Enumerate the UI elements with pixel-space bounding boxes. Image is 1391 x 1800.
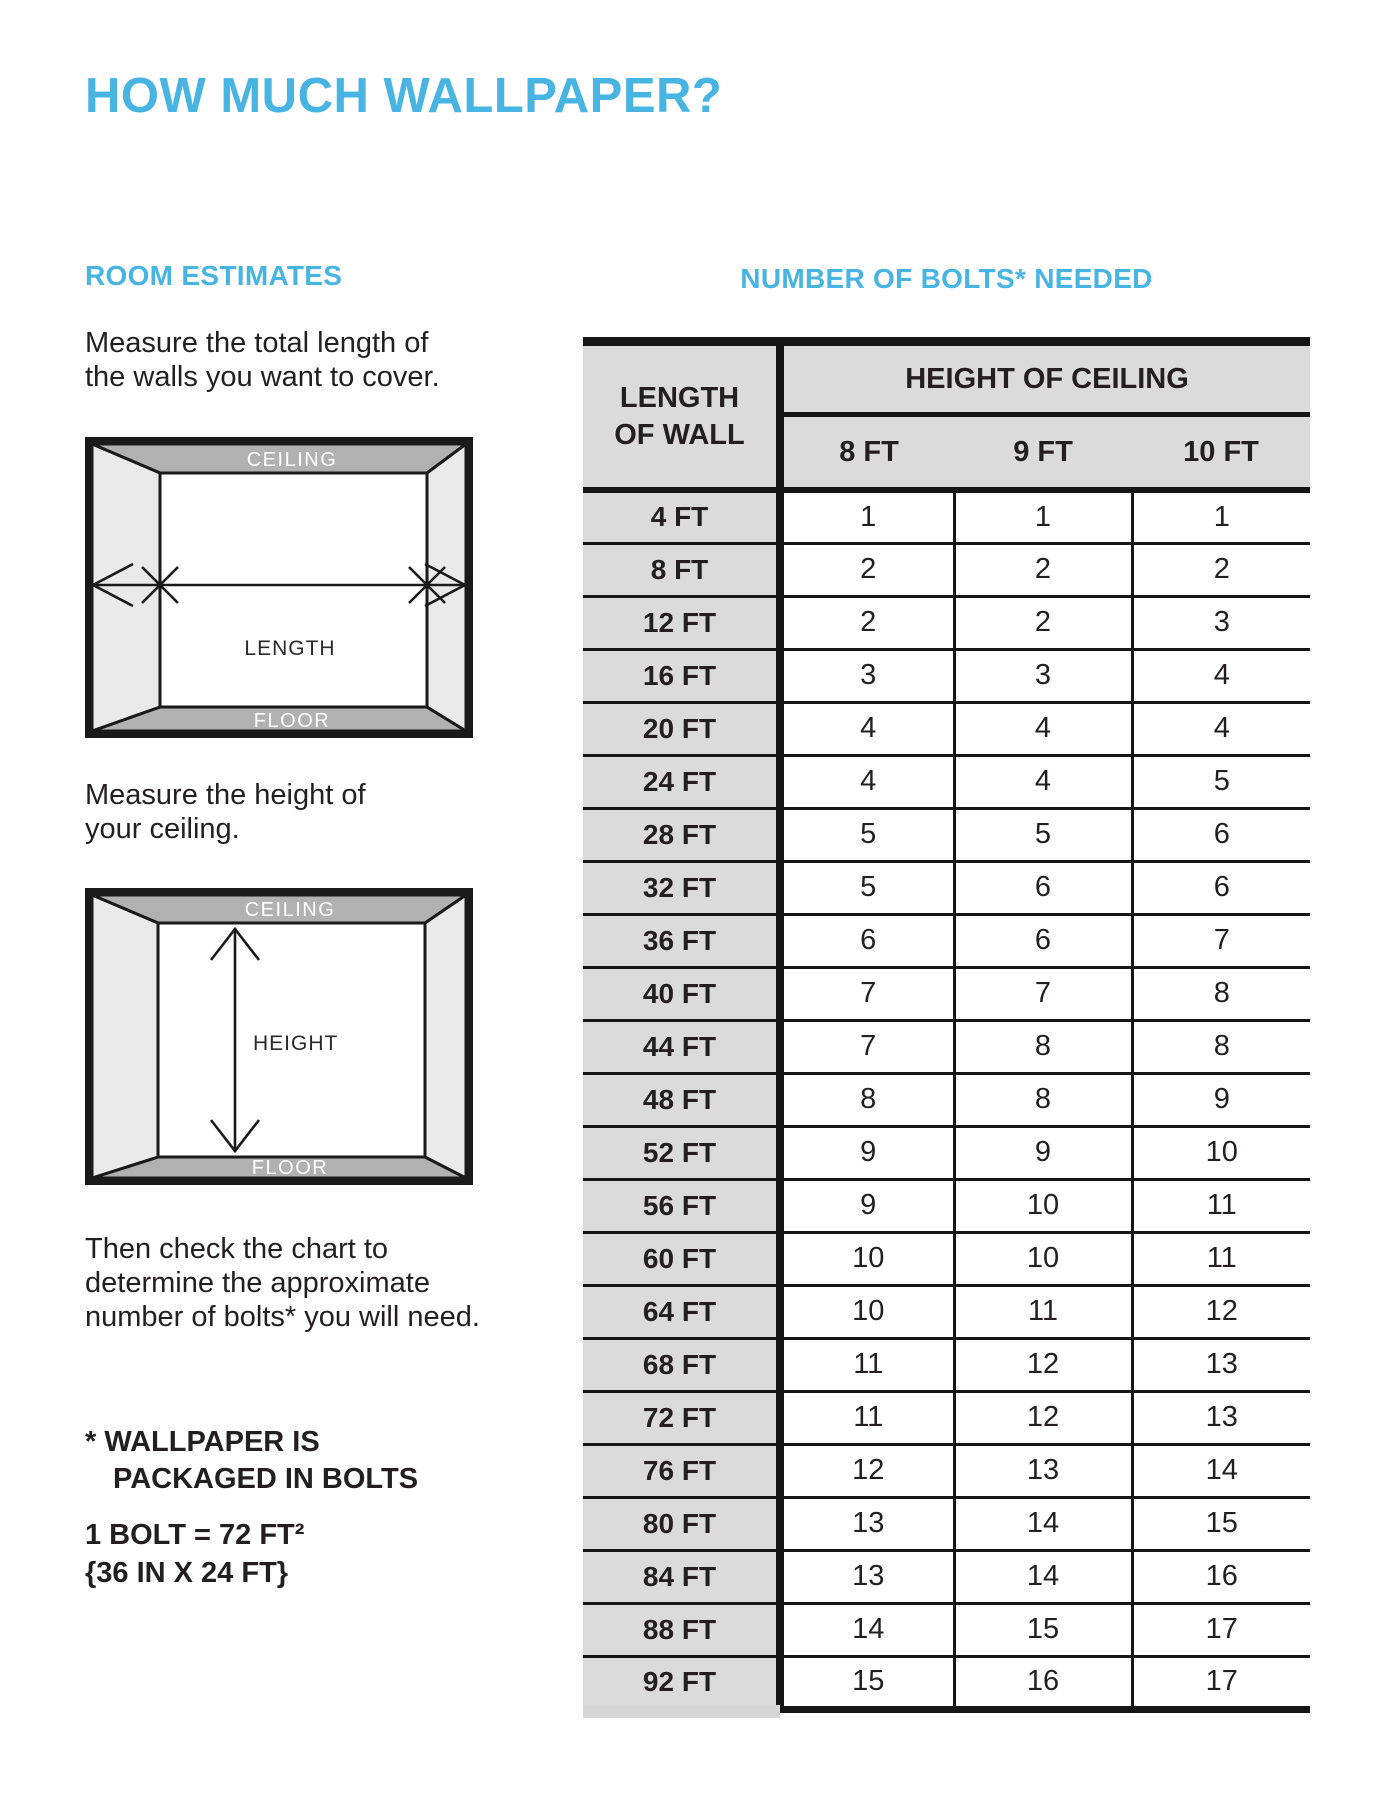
bolt-count-cell: 14: [954, 1550, 1132, 1603]
length-label: LENGTH: [244, 637, 336, 660]
back-wall: [160, 473, 427, 707]
bolt-count-cell: 13: [1132, 1391, 1310, 1444]
room-height-diagram-drawing: [85, 888, 473, 1185]
header-line: OF WALL: [614, 418, 745, 451]
bolt-count-cell: 12: [954, 1391, 1132, 1444]
bolt-count-cell: 16: [1132, 1550, 1310, 1603]
bolt-count-cell: 17: [1132, 1656, 1310, 1709]
footnote-line: * WALLPAPER IS: [85, 1426, 320, 1458]
bolt-count-cell: 2: [1132, 543, 1310, 596]
bolt-count-cell: 9: [780, 1179, 954, 1232]
bolt-count-cell: 13: [780, 1497, 954, 1550]
bolt-count-cell: 4: [780, 702, 954, 755]
table-row: [583, 490, 1310, 543]
paragraph-line: determine the approximate: [85, 1267, 430, 1299]
bolt-count-cell: 1: [954, 490, 1132, 543]
bolt-table-container: [583, 337, 1310, 1713]
bolt-count-cell: 4: [1132, 702, 1310, 755]
paragraph-line: your ceiling.: [85, 813, 240, 845]
bolt-count-cell: 5: [780, 861, 954, 914]
bolt-count-cell: 6: [1132, 808, 1310, 861]
wall-length-cell: 52 FT: [583, 1126, 780, 1179]
wall-length-cell: 84 FT: [583, 1550, 780, 1603]
height-label: HEIGHT: [253, 1032, 339, 1055]
bolt-count-cell: 15: [1132, 1497, 1310, 1550]
bolt-count-cell: 14: [954, 1497, 1132, 1550]
bolt-count-cell: 7: [954, 967, 1132, 1020]
bolt-count-cell: 4: [1132, 649, 1310, 702]
bolt-count-cell: 8: [954, 1073, 1132, 1126]
room-height-diagram: [85, 888, 473, 1190]
bolt-count-cell: 16: [954, 1656, 1132, 1709]
floor-label: FLOOR: [253, 710, 331, 732]
paragraph-line: number of bolts* you will need.: [85, 1301, 480, 1333]
wall-length-cell: 68 FT: [583, 1338, 780, 1391]
wall-length-cell: 60 FT: [583, 1232, 780, 1285]
ceiling-10ft-header: 10 FT: [1132, 415, 1310, 491]
table-row: [583, 967, 1310, 1020]
wall-length-cell: 8 FT: [583, 543, 780, 596]
room-length-diagram-drawing: [85, 437, 473, 738]
label-column-stub: [583, 1705, 780, 1718]
table-row: [583, 861, 1310, 914]
bolt-count-cell: 7: [780, 967, 954, 1020]
bolt-count-cell: 2: [954, 596, 1132, 649]
table-row: [583, 1497, 1310, 1550]
table-row: [583, 1444, 1310, 1497]
bolt-count-cell: 2: [954, 543, 1132, 596]
table-row: [583, 596, 1310, 649]
bolt-count-cell: 13: [954, 1444, 1132, 1497]
bolt-count-cell: 6: [954, 914, 1132, 967]
bolts-footnote: [85, 1424, 418, 1498]
measure-height-paragraph: [85, 778, 366, 846]
wall-length-cell: 80 FT: [583, 1497, 780, 1550]
paragraph-line: Measure the height of: [85, 779, 366, 811]
bolt-count-cell: 10: [780, 1232, 954, 1285]
check-chart-paragraph: [85, 1232, 480, 1334]
bolt-count-cell: 4: [780, 755, 954, 808]
table-row: [583, 1126, 1310, 1179]
bolt-count-cell: 8: [954, 1020, 1132, 1073]
table-row: [583, 1603, 1310, 1656]
bolt-count-cell: 5: [954, 808, 1132, 861]
wall-length-cell: 4 FT: [583, 490, 780, 543]
bolts-needed-heading: NUMBER OF BOLTS* NEEDED: [740, 263, 1153, 294]
bolt-count-cell: 12: [1132, 1285, 1310, 1338]
table-row: [583, 1179, 1310, 1232]
bolt-count-cell: 9: [1132, 1073, 1310, 1126]
table-row: [583, 1656, 1310, 1709]
wall-length-cell: 64 FT: [583, 1285, 780, 1338]
wall-length-cell: 76 FT: [583, 1444, 780, 1497]
left-wall: [92, 444, 160, 731]
wall-length-cell: 16 FT: [583, 649, 780, 702]
bolt-equation: 1 BOLT = 72 FT²: [85, 1519, 305, 1551]
bolt-count-cell: 9: [954, 1126, 1132, 1179]
bolt-count-cell: 12: [780, 1444, 954, 1497]
ceiling-label: CEILING: [244, 899, 336, 921]
table-row: [583, 808, 1310, 861]
bolt-count-cell: 11: [1132, 1232, 1310, 1285]
bolt-count-cell: 1: [780, 490, 954, 543]
bolt-count-cell: 8: [780, 1073, 954, 1126]
bolt-count-cell: 13: [1132, 1338, 1310, 1391]
bolt-dimensions: {36 IN X 24 FT}: [85, 1557, 289, 1589]
measure-length-paragraph: [85, 326, 440, 394]
paragraph-line: Then check the chart to: [85, 1233, 389, 1265]
wall-length-cell: 48 FT: [583, 1073, 780, 1126]
bolt-count-cell: 11: [954, 1285, 1132, 1338]
bolt-count-cell: 3: [954, 649, 1132, 702]
footnote-line: PACKAGED IN BOLTS: [113, 1463, 419, 1495]
bolt-count-cell: 9: [780, 1126, 954, 1179]
bolt-count-cell: 17: [1132, 1603, 1310, 1656]
bolt-count-cell: 4: [954, 755, 1132, 808]
bolt-size-info: [85, 1516, 304, 1592]
wall-length-cell: 40 FT: [583, 967, 780, 1020]
ceiling-label: CEILING: [246, 449, 338, 471]
bolt-count-cell: 13: [780, 1550, 954, 1603]
paragraph-line: the walls you want to cover.: [85, 361, 440, 393]
floor-label: FLOOR: [251, 1157, 329, 1179]
header-line: LENGTH: [619, 382, 740, 415]
bolt-count-cell: 15: [954, 1603, 1132, 1656]
wall-length-cell: 12 FT: [583, 596, 780, 649]
bolt-count-cell: 12: [954, 1338, 1132, 1391]
left-wall: [92, 895, 158, 1178]
table-row: [583, 914, 1310, 967]
paragraph-line: Measure the total length of: [85, 327, 429, 359]
bolt-count-cell: 4: [954, 702, 1132, 755]
wall-length-cell: 56 FT: [583, 1179, 780, 1232]
bolt-count-cell: 14: [1132, 1444, 1310, 1497]
wall-length-cell: 72 FT: [583, 1391, 780, 1444]
table-row: [583, 1338, 1310, 1391]
bolt-count-cell: 2: [780, 543, 954, 596]
bolt-count-cell: 7: [780, 1020, 954, 1073]
wall-length-cell: 44 FT: [583, 1020, 780, 1073]
bolt-count-cell: 11: [1132, 1179, 1310, 1232]
wall-length-cell: 32 FT: [583, 861, 780, 914]
ceiling-8ft-header: 8 FT: [780, 415, 954, 491]
page-title: HOW MUCH WALLPAPER?: [85, 69, 723, 123]
bolt-count-cell: 5: [780, 808, 954, 861]
wall-length-cell: 20 FT: [583, 702, 780, 755]
bolt-count-cell: 11: [780, 1391, 954, 1444]
table-row: [583, 543, 1310, 596]
table-row: [583, 1073, 1310, 1126]
wall-length-cell: 24 FT: [583, 755, 780, 808]
table-row: [583, 1391, 1310, 1444]
ceiling-9ft-header: 9 FT: [954, 415, 1132, 491]
height-of-ceiling-header: HEIGHT OF CEILING: [780, 342, 1310, 415]
bolt-count-cell: 8: [1132, 1020, 1310, 1073]
table-row: [583, 649, 1310, 702]
right-wall: [425, 895, 466, 1178]
bolt-count-cell: 3: [780, 649, 954, 702]
bolt-count-cell: 10: [954, 1232, 1132, 1285]
wall-length-cell: 92 FT: [583, 1656, 780, 1709]
wall-length-cell: 88 FT: [583, 1603, 780, 1656]
bolt-count-cell: 10: [954, 1179, 1132, 1232]
bolt-count-cell: 6: [1132, 861, 1310, 914]
bolt-count-cell: 14: [780, 1603, 954, 1656]
room-length-diagram: [85, 437, 473, 743]
table-row: [583, 1550, 1310, 1603]
bolt-count-cell: 1: [1132, 490, 1310, 543]
bolt-count-cell: 10: [1132, 1126, 1310, 1179]
bolt-count-cell: 6: [780, 914, 954, 967]
bolt-count-cell: 5: [1132, 755, 1310, 808]
bolt-count-cell: 7: [1132, 914, 1310, 967]
bolt-table-body: [583, 490, 1310, 1709]
wall-length-cell: 28 FT: [583, 808, 780, 861]
length-of-wall-header: [583, 342, 780, 491]
room-estimates-heading: ROOM ESTIMATES: [85, 260, 343, 291]
bolt-count-cell: 10: [780, 1285, 954, 1338]
bolt-count-cell: 3: [1132, 596, 1310, 649]
bolt-count-cell: 8: [1132, 967, 1310, 1020]
bolt-count-cell: 11: [780, 1338, 954, 1391]
table-row: [583, 1232, 1310, 1285]
table-row: [583, 755, 1310, 808]
bolt-count-cell: 6: [954, 861, 1132, 914]
table-header-row: [583, 342, 1310, 415]
table-row: [583, 1285, 1310, 1338]
table-row: [583, 702, 1310, 755]
bolt-count-cell: 2: [780, 596, 954, 649]
wall-length-cell: 36 FT: [583, 914, 780, 967]
table-row: [583, 1020, 1310, 1073]
bolt-table: [583, 337, 1310, 1713]
bolt-count-cell: 15: [780, 1656, 954, 1709]
